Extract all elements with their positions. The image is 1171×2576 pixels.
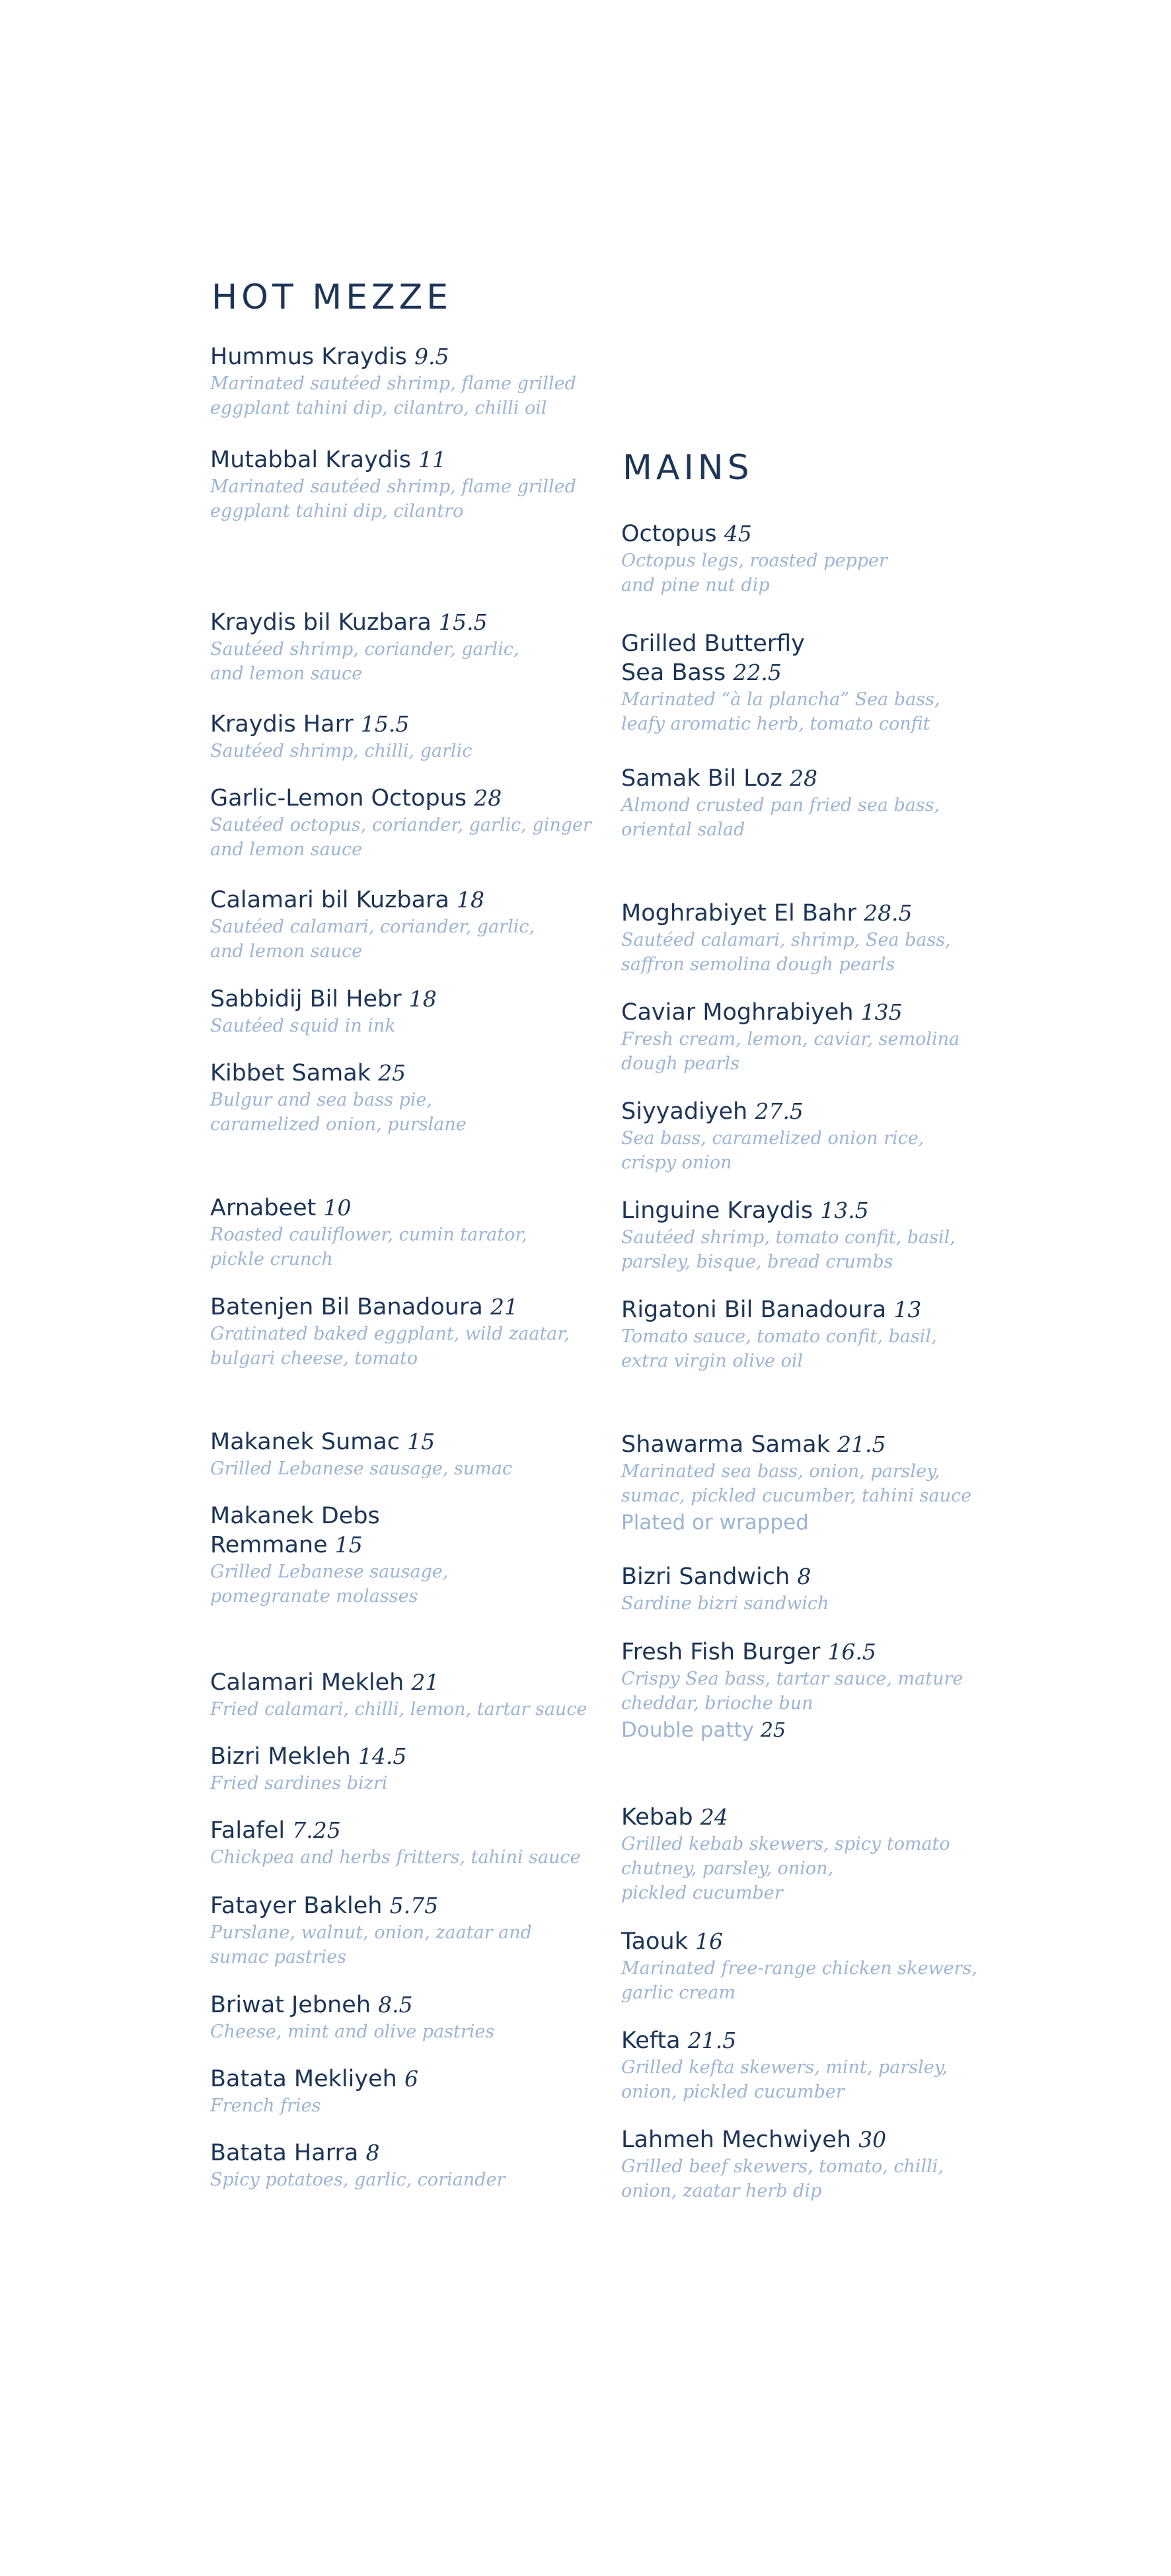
item-description: Spicy potatoes, garlic, coriander	[210, 2170, 506, 2190]
menu-item	[621, 1196, 991, 1274]
item-description: Grilled kebab skewers, spicy tomato	[621, 1834, 950, 1854]
item-name: Kraydis Harr	[210, 711, 354, 738]
item-description: leafy aromatic herb, tomato confit	[621, 714, 930, 734]
menu-item	[210, 608, 580, 686]
item-price: 135	[860, 999, 903, 1025]
menu-item	[210, 1059, 580, 1137]
item-description: Tomato sauce, tomato confit, basil,	[621, 1326, 937, 1347]
item-description: Sautéed shrimp, coriander, garlic,	[210, 639, 519, 660]
item-price: 16	[695, 1928, 724, 1954]
item-price: 27.5	[755, 1098, 804, 1124]
item-name: Briwat Jebneh	[210, 1992, 371, 2018]
item-description: and lemon sauce	[210, 663, 363, 684]
item-name: Caviar Moghrabiyeh	[621, 999, 854, 1026]
menu-item	[210, 985, 580, 1038]
menu-item	[621, 998, 991, 1076]
item-description: sumac, pickled cucumber, tahini sauce	[621, 1486, 972, 1506]
item-description: Fresh cream, lemon, caviar, semolina	[621, 1029, 960, 1049]
item-name: Shawarma Samak	[621, 1431, 830, 1458]
item-price: 14.5	[358, 1743, 407, 1769]
item-description: Cheese, mint and olive pastries	[210, 2022, 495, 2042]
item-price: 7.25	[292, 1817, 341, 1843]
item-description: saffron semolina dough pearls	[621, 954, 895, 975]
item-name: Sabbidij Bil Hebr	[210, 986, 402, 1012]
item-price: 21	[411, 1669, 439, 1695]
item-description: Grilled Lebanese sausage,	[210, 1562, 449, 1582]
item-price: 11	[418, 447, 447, 473]
item-description: Gratinated baked eggplant, wild zaatar,	[210, 1324, 570, 1344]
item-name: Batata Mekliyeh	[210, 2066, 397, 2092]
item-name: Linguine Kraydis	[621, 1197, 813, 1224]
item-description: Marinated “à la plancha” Sea bass,	[621, 689, 940, 710]
menu-item	[210, 1816, 580, 1870]
item-price: 21	[490, 1294, 518, 1320]
menu-item	[621, 1295, 991, 1373]
item-name: Octopus	[621, 521, 717, 547]
menu-item	[621, 2125, 991, 2203]
item-description: parsley, bisque, bread crumbs	[621, 1252, 893, 1272]
item-price: 13	[893, 1297, 922, 1322]
hot-mezze-heading: HOT MEZZE	[211, 278, 453, 317]
item-description: Sardine bizri sandwich	[621, 1593, 829, 1614]
item-price: 15	[334, 1532, 363, 1558]
item-price: 8	[797, 1564, 812, 1589]
item-description: Grilled beef skewers, tomato, chilli,	[621, 2156, 944, 2177]
item-price: 30	[858, 2127, 887, 2152]
item-description: pomegranate molasses	[210, 1586, 418, 1607]
item-description: Purslane, walnut, onion, zaatar and	[210, 1922, 532, 1943]
item-description: eggplant tahini dip, cilantro	[210, 501, 464, 521]
item-description: French fries	[210, 2096, 321, 2116]
menu-item	[621, 1430, 991, 1537]
menu-item	[210, 2139, 580, 2192]
item-option-price: 25	[760, 1719, 786, 1742]
item-description: oriental salad	[621, 819, 745, 840]
item-description: Sautéed shrimp, tomato confit, basil,	[621, 1227, 956, 1248]
menu-item	[210, 784, 591, 862]
item-description: Marinated sautéed shrimp, flame grilled	[210, 373, 576, 394]
menu-item	[621, 2026, 991, 2104]
menu-item	[621, 1097, 991, 1175]
item-description: Roasted cauliflower, cumin tarator,	[210, 1225, 527, 1245]
item-name: Grilled Butterfly	[621, 630, 805, 657]
item-name: Calamari bil Kuzbara	[210, 887, 449, 913]
item-price: 24	[700, 1804, 728, 1830]
item-name: Fresh Fish Burger	[621, 1639, 821, 1665]
item-description: Bulgur and sea bass pie,	[210, 1090, 433, 1110]
item-name: Samak Bil Loz	[621, 765, 782, 792]
item-description: bulgari cheese, tomato	[210, 1348, 418, 1369]
item-name: Taouk	[621, 1928, 688, 1955]
item-description: dough pearls	[621, 1053, 739, 1074]
item-description: Sea bass, caramelized onion rice,	[621, 1128, 925, 1149]
item-description: cheddar, brioche bun	[621, 1693, 813, 1714]
menu-item	[210, 1293, 580, 1371]
item-price: 16.5	[827, 1639, 876, 1665]
item-description: and pine nut dip	[621, 575, 770, 595]
item-price: 28	[474, 785, 502, 811]
item-option: Plated or wrapped	[621, 1511, 809, 1534]
menu-item	[621, 629, 991, 736]
item-name: Lahmeh Mechwiyeh	[621, 2127, 852, 2153]
item-name: Remmane	[210, 1532, 328, 1558]
item-name: Kibbet Samak	[210, 1060, 371, 1086]
item-price: 15	[407, 1429, 435, 1455]
menu-item	[621, 764, 991, 842]
item-description: Crispy Sea bass, tartar sauce, mature	[621, 1669, 963, 1689]
item-description: extra virgin olive oil	[621, 1351, 804, 1371]
item-price: 21.5	[687, 2027, 737, 2053]
item-price: 8	[365, 2140, 380, 2166]
menu-item	[621, 1562, 991, 1616]
item-name: Hummus Kraydis	[210, 344, 407, 370]
item-description: Sautéed calamari, shrimp, Sea bass,	[621, 930, 951, 950]
item-description: Grilled Lebanese sausage, sumac	[210, 1458, 513, 1479]
menu-item	[621, 1803, 991, 1905]
item-description: pickled cucumber	[621, 1883, 783, 1903]
menu-item	[210, 1193, 580, 1271]
item-description: chutney, parsley, onion,	[621, 1858, 834, 1879]
item-name: Bizri Mekleh	[210, 1743, 351, 1770]
item-name: Bizri Sandwich	[621, 1564, 790, 1590]
item-price: 6	[404, 2066, 418, 2092]
item-option: Double patty	[621, 1718, 755, 1742]
item-price: 25	[378, 1060, 406, 1086]
item-description: Chickpea and herbs fritters, tahini sauce	[210, 1847, 581, 1868]
item-name: Kraydis bil Kuzbara	[210, 609, 432, 636]
item-description: and lemon sauce	[210, 941, 363, 962]
item-name: Makanek Debs	[210, 1503, 380, 1529]
menu-item	[210, 1501, 580, 1609]
item-description: garlic cream	[621, 1983, 736, 2003]
item-price: 28.5	[864, 900, 913, 926]
item-price: 8.5	[378, 1992, 413, 2018]
item-price: 13.5	[820, 1197, 869, 1223]
item-description: eggplant tahini dip, cilantro, chilli oil	[210, 398, 547, 418]
item-name: Fatayer Bakleh	[210, 1893, 383, 1919]
menu-item	[210, 1427, 580, 1481]
menu-item	[210, 710, 580, 763]
item-price: 45	[724, 521, 752, 547]
item-price: 10	[323, 1195, 352, 1221]
item-name: Calamari Mekleh	[210, 1669, 404, 1696]
menu-item	[210, 445, 580, 523]
item-name: Kefta	[621, 2027, 681, 2054]
item-description: Sautéed calamari, coriander, garlic,	[210, 917, 535, 937]
item-price: 9.5	[414, 344, 449, 369]
item-description: crispy onion	[621, 1153, 732, 1173]
item-name: Siyyadiyeh	[621, 1098, 748, 1125]
item-description: and lemon sauce	[210, 839, 363, 860]
menu-item	[621, 899, 991, 977]
menu-item	[210, 1990, 580, 2044]
item-description: pickle crunch	[210, 1249, 333, 1269]
item-description: Fried sardines bizri	[210, 1773, 388, 1794]
menu-item	[210, 886, 580, 964]
mains-heading: MAINS	[623, 448, 753, 488]
item-price: 18	[408, 986, 437, 1012]
item-price: 5.75	[389, 1893, 439, 1918]
item-name: Garlic-Lemon Octopus	[210, 785, 467, 812]
item-name: Moghrabiyet El Bahr	[621, 900, 856, 927]
menu-item	[210, 342, 580, 420]
item-description: Grilled kefta skewers, mint, parsley,	[621, 2057, 948, 2078]
item-name: Kebab	[621, 1804, 693, 1831]
menu-item	[621, 1927, 991, 2005]
item-description: caramelized onion, purslane	[210, 1114, 467, 1135]
item-description: sumac pastries	[210, 1947, 347, 1967]
item-name: Arnabeet	[210, 1195, 317, 1221]
menu-item	[210, 1668, 587, 1722]
item-description: Marinated sautéed shrimp, flame grilled	[210, 476, 576, 497]
menu-item	[621, 1638, 991, 1745]
menu-item	[210, 2065, 580, 2118]
item-description: Sautéed squid in ink	[210, 1016, 396, 1036]
item-description: Marinated sea bass, onion, parsley,	[621, 1461, 940, 1482]
item-price: 21.5	[837, 1431, 886, 1457]
item-price: 15.5	[360, 711, 410, 737]
item-description: Fried calamari, chilli, lemon, tartar sauce	[210, 1699, 587, 1720]
item-description: Octopus legs, roasted pepper	[621, 550, 888, 571]
item-description: Sautéed shrimp, chilli, garlic	[210, 741, 472, 761]
item-price: 15.5	[439, 609, 488, 635]
item-name: Rigatoni Bil Banadoura	[621, 1297, 887, 1323]
item-name: Makanek Sumac	[210, 1429, 400, 1455]
item-price: 22.5	[733, 660, 782, 685]
item-name: Batata Harra	[210, 2140, 359, 2166]
item-description: Sautéed octopus, coriander, garlic, ginger	[210, 815, 591, 835]
item-name: Mutabbal Kraydis	[210, 447, 411, 473]
item-description: onion, pickled cucumber	[621, 2082, 845, 2102]
item-price: 28	[790, 765, 817, 791]
menu-item	[210, 1891, 580, 1969]
item-description: Almond crusted pan fried sea bass,	[621, 795, 940, 815]
item-name: Batenjen Bil Banadoura	[210, 1294, 483, 1320]
menu-item	[621, 519, 991, 597]
item-name: Sea Bass	[621, 660, 726, 686]
item-description: onion, zaatar herb dip	[621, 2181, 822, 2201]
item-description: Marinated free-range chicken skewers,	[621, 1958, 977, 1979]
menu-item	[210, 1742, 580, 1796]
item-name: Falafel	[210, 1817, 285, 1844]
item-price: 18	[457, 887, 485, 913]
